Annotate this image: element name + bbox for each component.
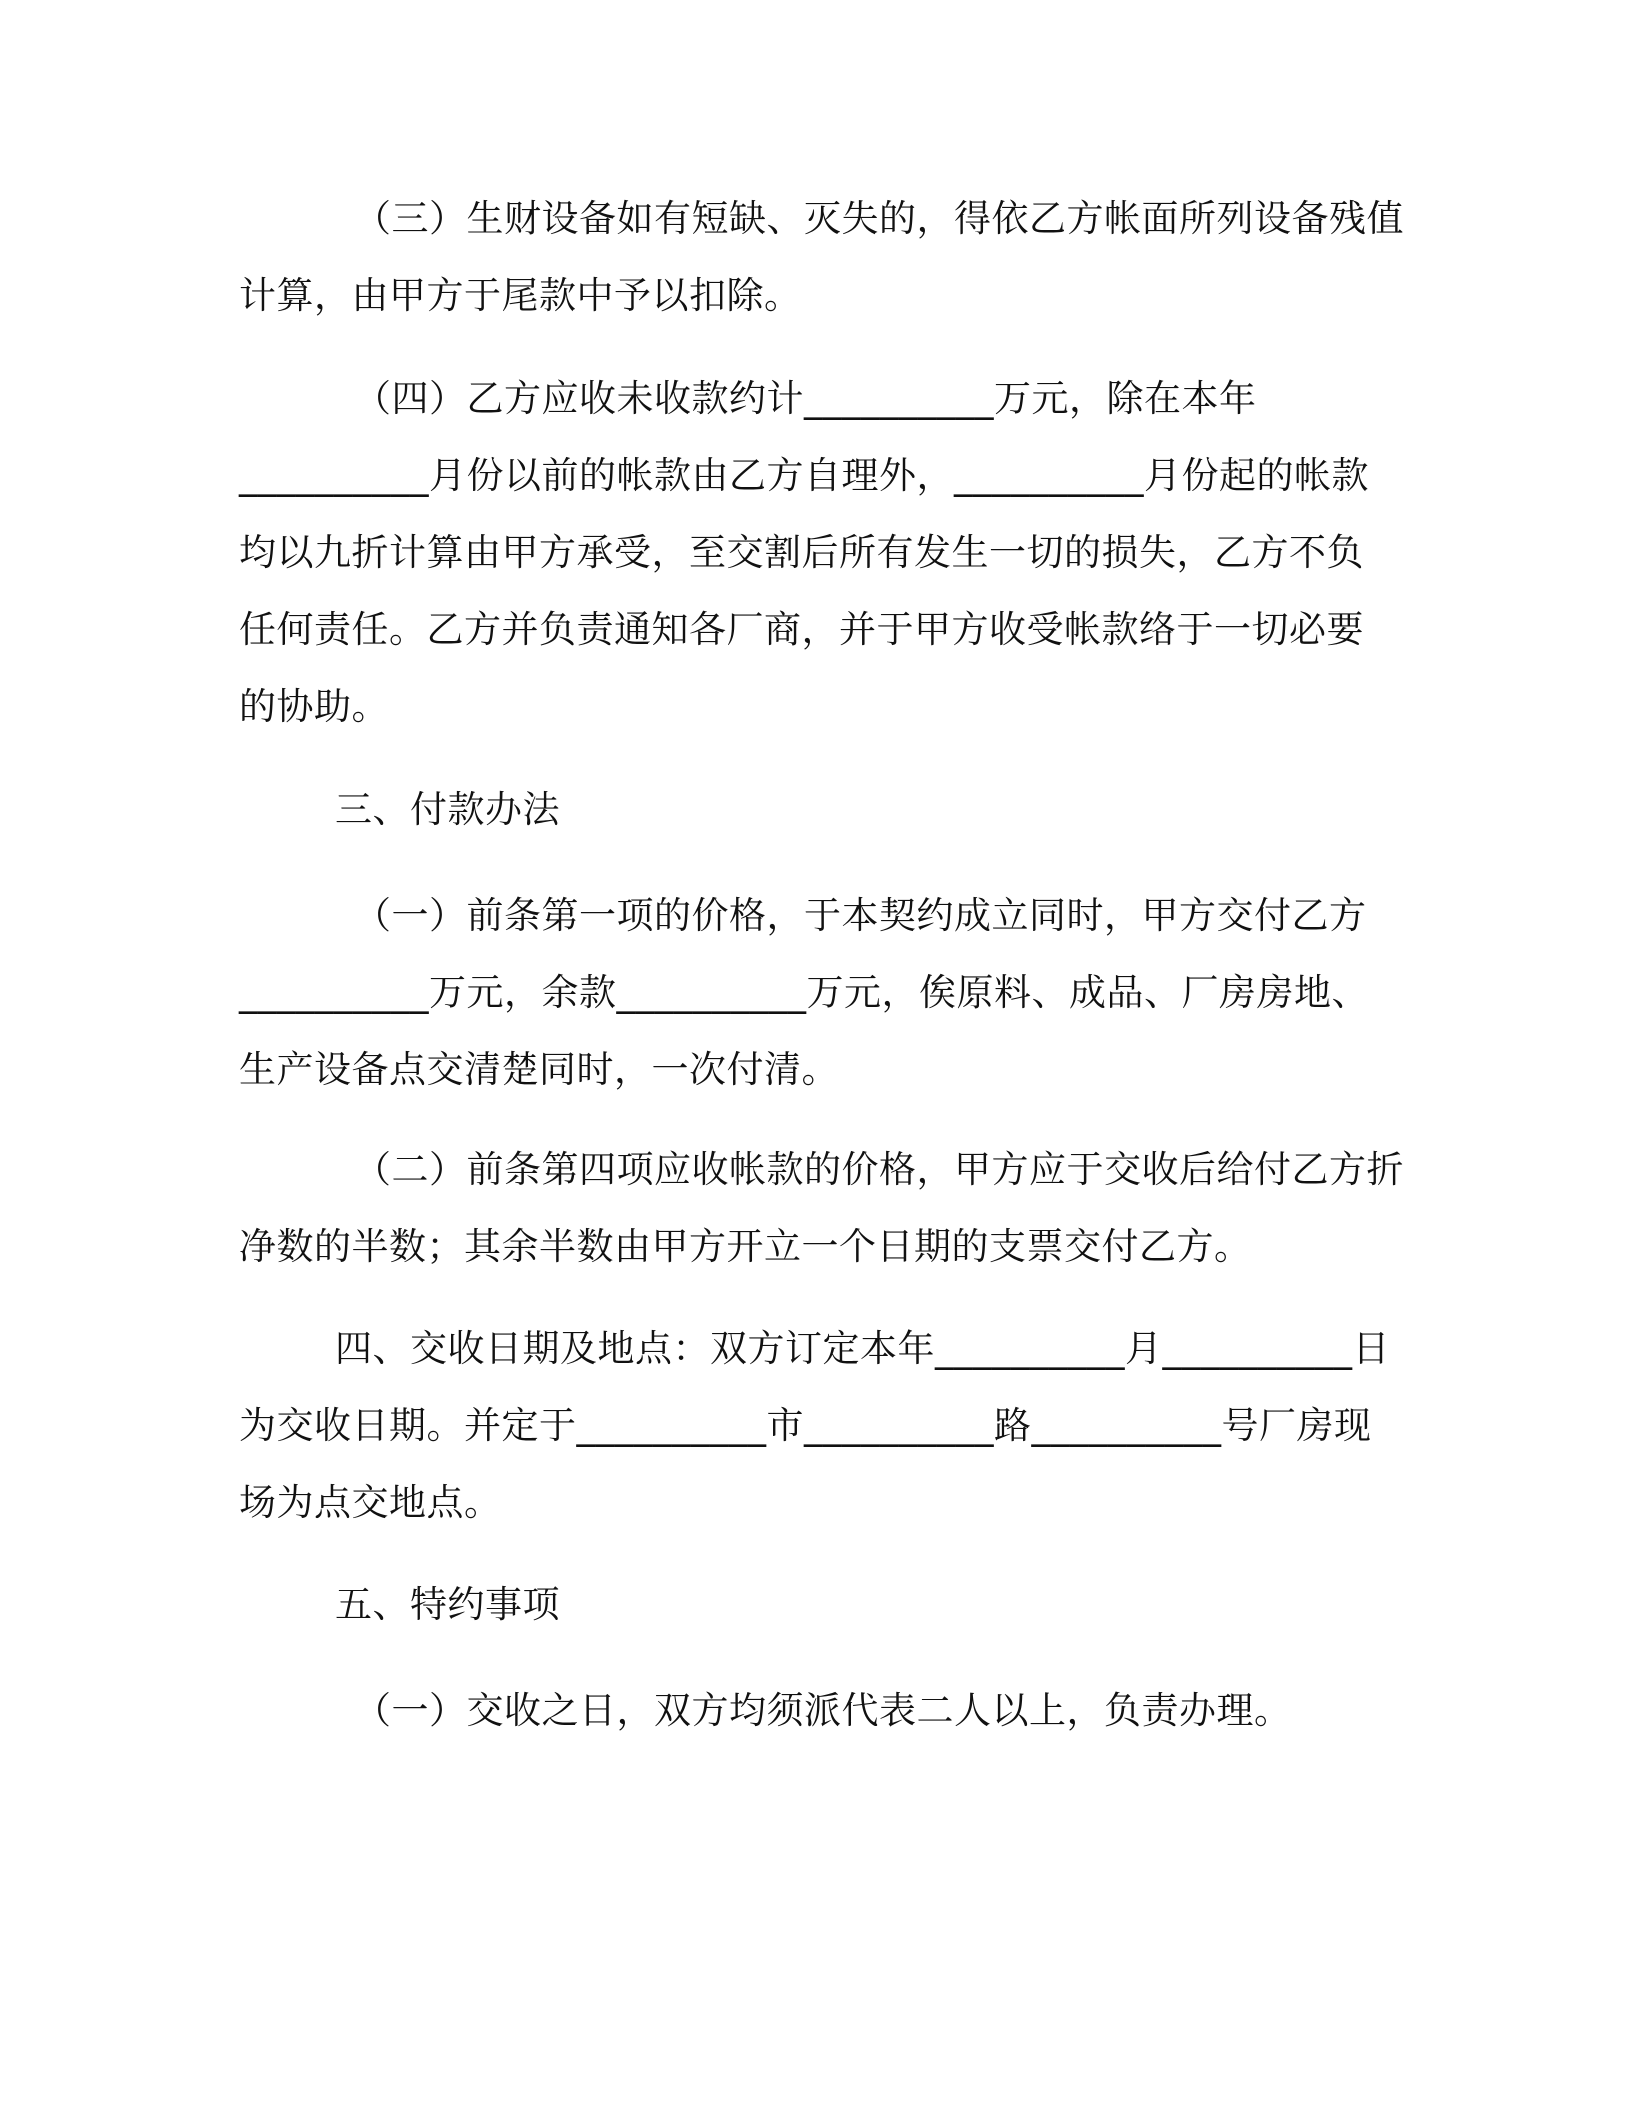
paragraph-delivery-date: [239, 1310, 1399, 1541]
paragraph-line: （三）生财设备如有短缺、灭失的，得依乙方帐面所列设备残值: [354, 197, 1404, 240]
paragraph-line: 任何责任。乙方并负责通知各厂商，并于甲方收受帐款络于一切必要: [239, 608, 1364, 651]
paragraph-payment-one: [239, 877, 1399, 1108]
paragraph-line: （一）前条第一项的价格，于本契约成立同时，甲方交付乙方: [354, 894, 1367, 937]
section-heading-special-terms: 五、特约事项: [335, 1583, 560, 1626]
paragraph-line: 的协助。: [239, 685, 389, 728]
paragraph-line: （四）乙方应收未收款约计__________万元，除在本年: [354, 377, 1257, 420]
section-heading-payment: 三、付款办法: [335, 788, 560, 831]
paragraph-line: __________月份以前的帐款由乙方自理外，__________月份起的帐款: [239, 454, 1369, 497]
paragraph-line: 场为点交地点。: [239, 1481, 502, 1524]
paragraph-line: 计算，由甲方于尾款中予以扣除。: [239, 274, 802, 317]
paragraph-payment-two: [239, 1131, 1404, 1285]
paragraph-line: 生产设备点交清楚同时，一次付清。: [239, 1048, 839, 1091]
paragraph-special-one: [239, 1672, 1399, 1749]
paragraph-three-equipment: [239, 180, 1404, 334]
paragraph-line: 净数的半数；其余半数由甲方开立一个日期的支票交付乙方。: [239, 1225, 1252, 1268]
paragraph-line: 均以九折计算由甲方承受，至交割后所有发生一切的损失，乙方不负: [239, 531, 1364, 574]
paragraph-line: 为交收日期。并定于__________市__________路__________号厂房现: [239, 1404, 1372, 1447]
paragraph-line: __________万元，余款__________万元，俟原料、成品、厂房房地、: [239, 971, 1369, 1014]
paragraph-line: （一）交收之日，双方均须派代表二人以上，负责办理。: [354, 1689, 1292, 1732]
paragraph-line: （二）前条第四项应收帐款的价格，甲方应于交收后给付乙方折: [354, 1148, 1404, 1191]
paragraph-line: 四、交收日期及地点：双方订定本年__________月__________日: [335, 1327, 1390, 1370]
paragraph-four-receivables: [239, 360, 1399, 745]
